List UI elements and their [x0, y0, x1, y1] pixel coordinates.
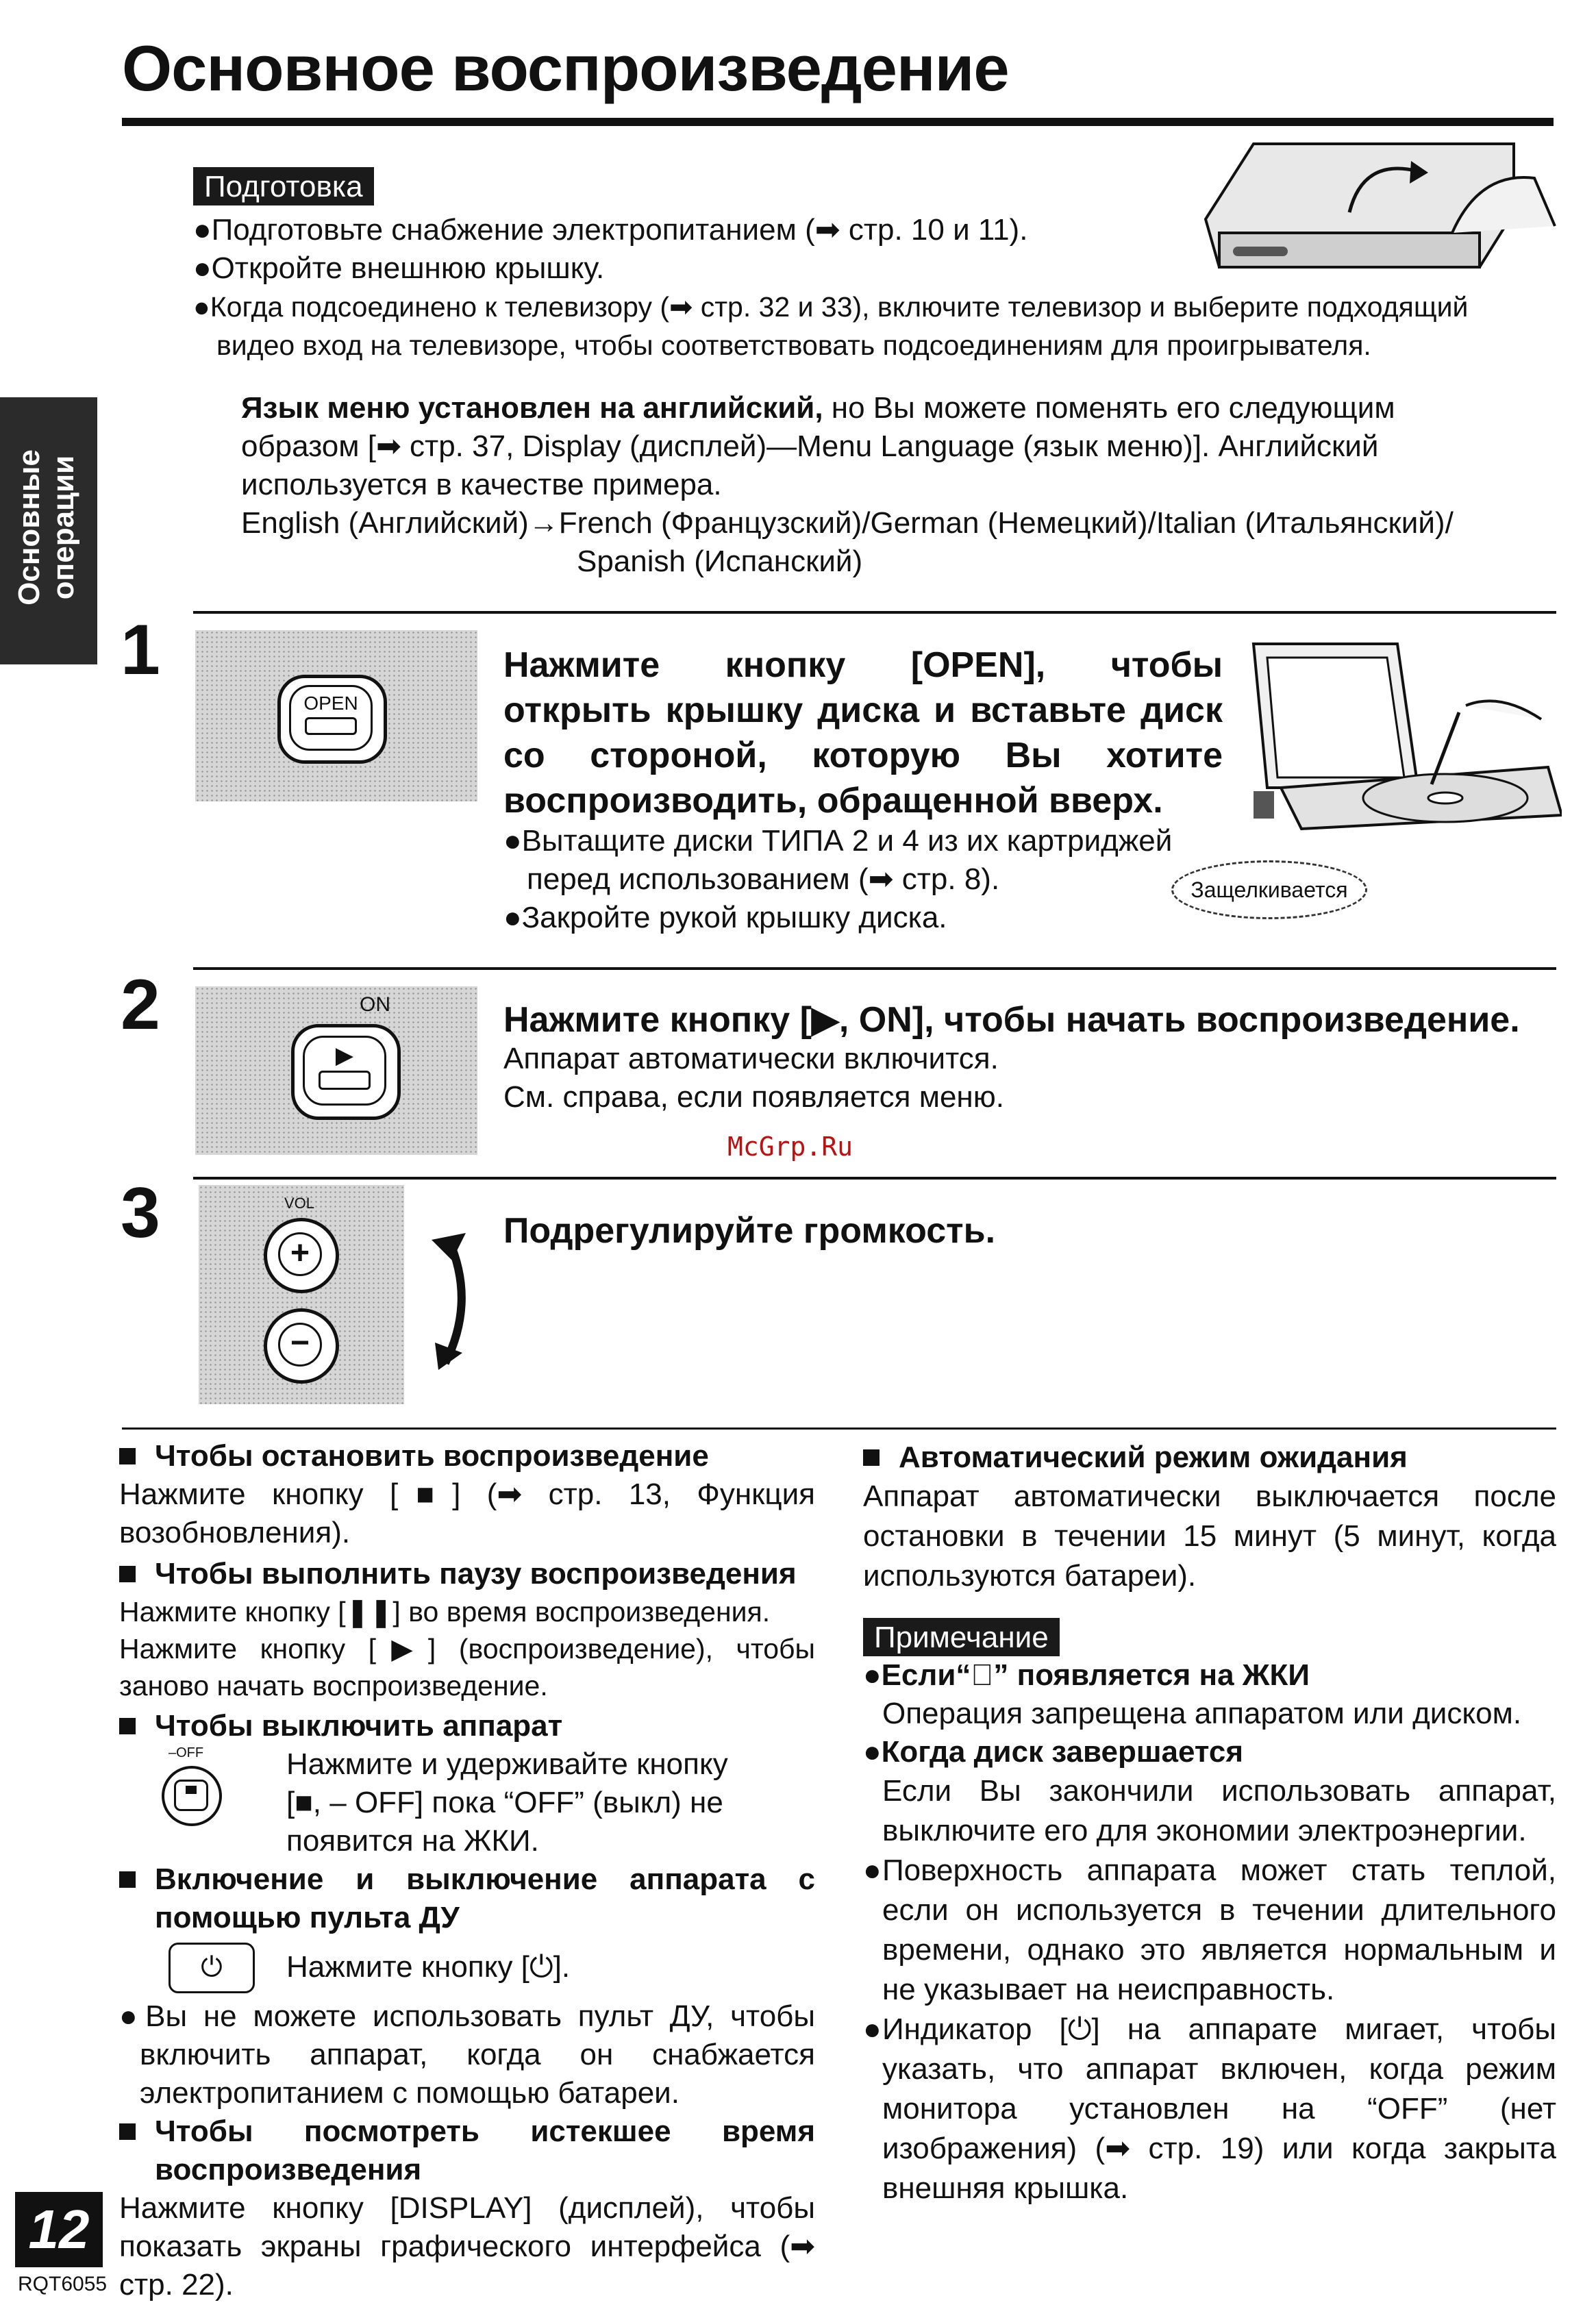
open-button[interactable] [277, 675, 387, 764]
volume-down-button[interactable] [264, 1308, 339, 1384]
step-1-bullets: ●Вытащите диски ТИПА 2 и 4 из их картриджей перед использованием (➡ стр. 8). ●Закройте рукой крышку диска. [503, 824, 1173, 934]
open-button-label: OPEN [303, 693, 358, 714]
pause-section-title: Чтобы выполнить паузу воспроизведения [119, 1555, 815, 1593]
volume-up-button[interactable] [264, 1218, 339, 1293]
note-tag: Примечание [863, 1618, 1060, 1656]
standby-title: Автоматический режим ожидания [863, 1438, 1556, 1477]
elapsed-text: Нажмите кнопку [DISPLAY] (дисплей), чтобы показать экраны графического интерфейса (➡ стр. 22). [119, 2191, 815, 2302]
off-section-text: Нажмите и удерживайте кнопку [■, – OFF] пока “OFF” (выкл) не появится на ЖКИ. [286, 1747, 728, 1858]
remote-section-body [119, 1937, 815, 1997]
title-rule [122, 118, 1554, 126]
side-tab-text: Основные операции [12, 449, 80, 606]
stop-section-text: Нажмите кнопку [■] (➡ стр. 13, Функция возобновления). [119, 1477, 815, 1549]
note-2-text: Если Вы закончили использовать аппарат, выключите его для экономии электроэнергии. [882, 1774, 1556, 1847]
device-open-cover-illustration [1192, 130, 1562, 281]
step-2-rule [193, 967, 1556, 970]
section-side-tab [0, 397, 97, 664]
left-column [119, 1437, 815, 2304]
play-icon: ▶ [335, 1043, 354, 1069]
note-3: ● Поверхность аппарата может стать теплой, если он используется в течении длительного времени, однако это является нормальным и не указывает на неисправность. [863, 1854, 1556, 2006]
step-3-number: 3 [121, 1173, 160, 1253]
right-column [863, 1438, 1556, 2208]
square-bullet-icon [119, 1566, 136, 1582]
on-label: ON [360, 993, 390, 1016]
step-1-number: 1 [121, 610, 160, 690]
section-separator [122, 1427, 1556, 1430]
remote-section-title: Включение и выключение аппарата с помощью пульта ДУ [119, 1860, 815, 1937]
elapsed-section-title: Чтобы посмотреть истекшее время воспроизведения [119, 2112, 815, 2189]
square-bullet-icon [119, 2123, 136, 2140]
prep-item: видео вход на телевизоре, чтобы соответствовать подсоединениям для проигрывателя. [216, 329, 1371, 361]
power-button-icon: ⏻ [169, 1943, 255, 1993]
step-2-heading: Нажмите кнопку [▶, ON], чтобы начать воспроизведение. [503, 1000, 1520, 1040]
remote-note: ●Вы не можете использовать пульт ДУ, чтобы включить аппарат, когда он снабжается электропитанием с помощью батареи. [119, 1999, 815, 2110]
step-1-rule [193, 611, 1556, 614]
plus-icon: + [278, 1232, 322, 1276]
square-bullet-icon [863, 1449, 880, 1466]
prep-item: ●Когда подсоединено к телевизору (➡ стр. 32 и 33), включите телевизор и выберите подходящий [193, 291, 1469, 323]
minus-icon: − [278, 1323, 322, 1367]
step-2-panel [195, 986, 477, 1155]
step-2-number: 2 [121, 965, 160, 1045]
note-1-text: Операция запрещена аппаратом или диском. [882, 1697, 1522, 1730]
note-tag-wrap [863, 1618, 1556, 1656]
preparation-section [193, 167, 374, 205]
step-2-text: Аппарат автоматически включится. См. справа, если появляется меню. [503, 1042, 1004, 1114]
step-3-heading: Подрегулируйте громкость. [503, 1211, 996, 1251]
insert-disc-illustration [1240, 630, 1562, 836]
stop-section-title: Чтобы остановить воспроизведение [119, 1437, 815, 1475]
play-on-button[interactable] [291, 1024, 401, 1120]
preparation-tag: Подготовка [193, 167, 374, 205]
model-code: RQT6055 [18, 2273, 108, 2295]
step-3-panel [199, 1185, 404, 1404]
adjust-arrow-icon [425, 1233, 479, 1370]
stop-off-button-icon [162, 1766, 222, 1826]
off-section-body [119, 1745, 815, 1860]
square-bullet-icon [119, 1871, 136, 1888]
off-icon-label: –OFF [169, 1745, 204, 1760]
language-note: Язык меню установлен на английский, но Вы можете поменять его следующим образом [➡ стр. 37, Display (дисплей)—Menu Language (язык меню)]. Английский используется в качестве примера. English (Английский)→French (Французский)/German (Немецкий)/Italian (Итальянский)/ Spanish (Испанский) [241, 391, 1454, 578]
step-3-rule [193, 1177, 1556, 1180]
page-number: 12 [15, 2192, 103, 2267]
language-bold: Язык меню установлен на английский, [241, 391, 823, 425]
off-section-title: Чтобы выключить аппарат [119, 1707, 815, 1745]
vol-label: VOL [284, 1195, 315, 1212]
step-1-heading: Нажмите кнопку [OPEN], чтобы открыть крышку диска и вставьте диск со стороной, которую Вы хотите воспроизводить, обращенной вверх. [503, 645, 1223, 821]
square-bullet-icon [119, 1718, 136, 1734]
pause-text-1: Нажмите кнопку [❚❚] во время воспроизведения. [119, 1596, 771, 1628]
step-1-panel [195, 630, 477, 801]
click-callout: Защелкивается [1171, 860, 1367, 919]
note-1-title: ●Если“⃠” появляется на ЖКИ [863, 1658, 1310, 1692]
prep-item: ●Подготовьте снабжение электропитанием (➡ стр. 10 и 11). [193, 213, 1028, 247]
note-4: ● Индикатор [⏻] на аппарате мигает, чтобы указать, что аппарат включен, когда режим монитора установлен на “OFF” (нет изображения) (➡ стр. 19) или когда закрыта внешняя крышка. [863, 2012, 1556, 2205]
watermark: McGrp.Ru [727, 1132, 853, 1162]
remote-text: Нажмите кнопку [⏻]. [286, 1950, 571, 1984]
page-title: Основное воспроизведение [122, 32, 1009, 104]
prep-item: ●Откройте внешнюю крышку. [193, 251, 605, 285]
square-bullet-icon [119, 1448, 136, 1464]
pause-text-2: Нажмите кнопку [▶] (воспроизведение), чтобы заново начать воспроизведение. [119, 1633, 815, 1701]
standby-text: Аппарат автоматически выключается после остановки в течении 15 минут (5 минут, когда используются батареи). [863, 1480, 1556, 1593]
note-2-title: ●Когда диск завершается [863, 1735, 1244, 1769]
